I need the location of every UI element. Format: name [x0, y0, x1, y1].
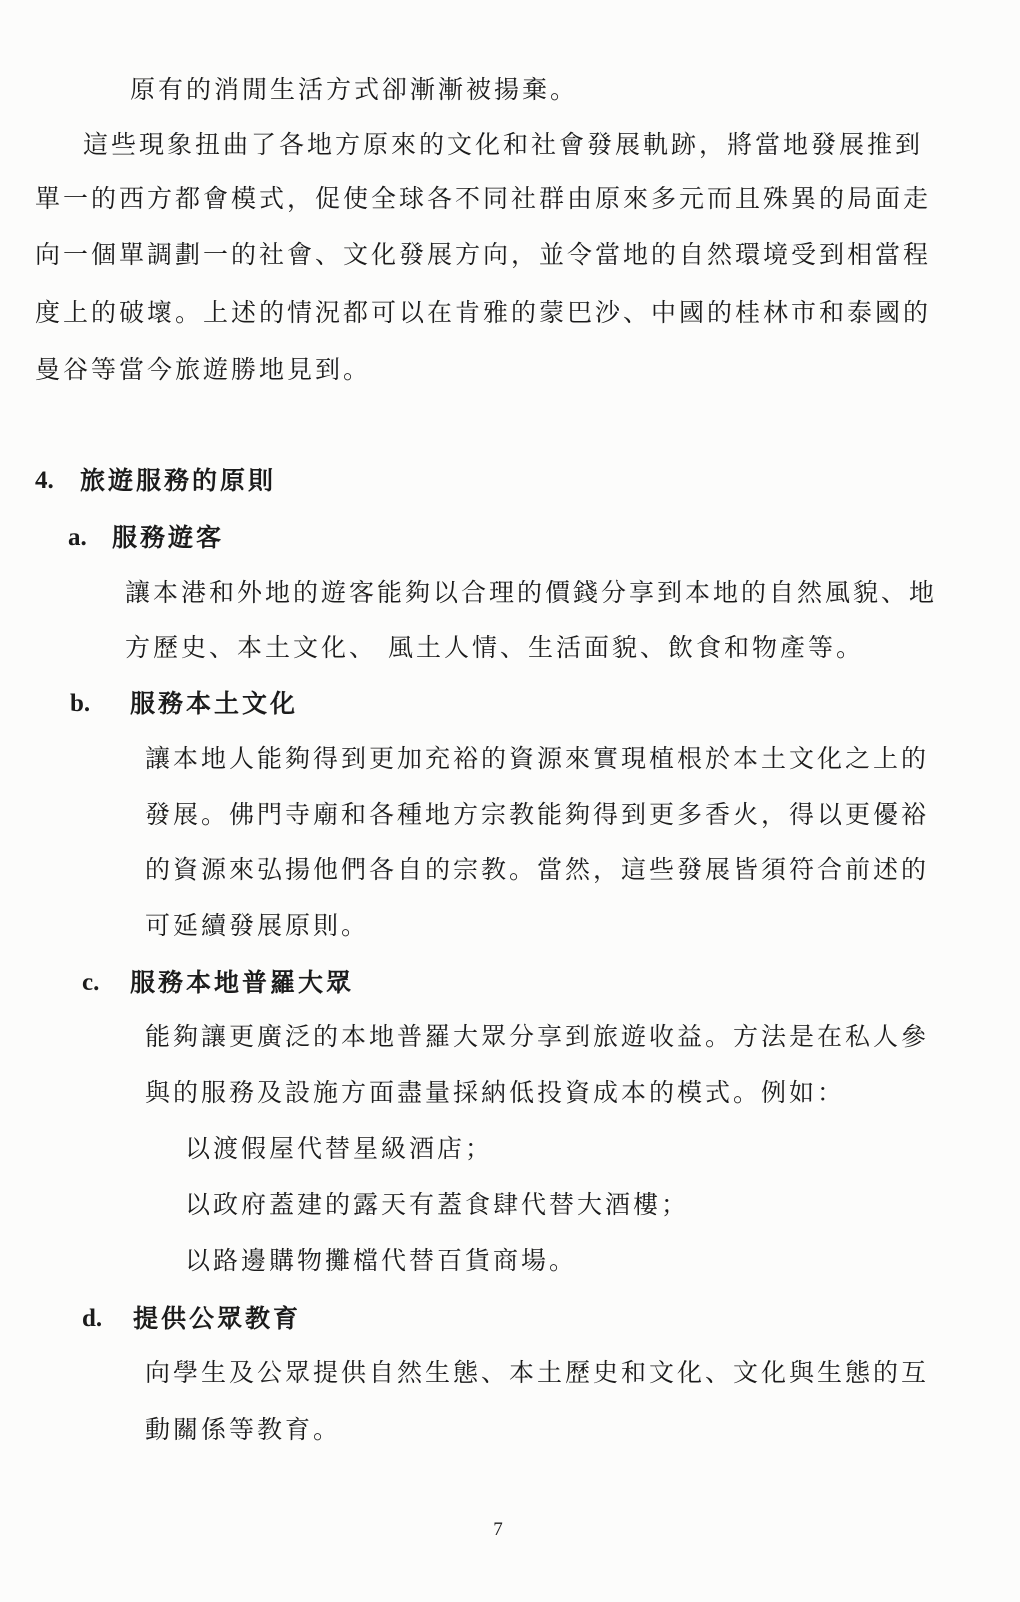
item-body-line: 發展。佛門寺廟和各種地方宗教能夠得到更多香火，得以更優裕 [145, 800, 930, 829]
item-body-line: 能夠讓更廣泛的本地普羅大眾分享到旅遊收益。方法是在私人參 [145, 1022, 930, 1051]
item-title: 提供公眾教育 [133, 1304, 302, 1333]
item-letter: b. [70, 690, 91, 717]
example-line: 以政府蓋建的露天有蓋食肆代替大酒樓； [185, 1190, 690, 1219]
example-line: 以路邊購物攤檔代替百貨商場。 [185, 1246, 578, 1275]
paragraph-line: 曼谷等當今旅遊勝地見到。 [35, 355, 372, 384]
section-number: 4. [35, 467, 54, 494]
item-body-line: 讓本地人能夠得到更加充裕的資源來實現植根於本土文化之上的 [145, 744, 930, 773]
section-title: 旅遊服務的原則 [80, 466, 277, 495]
item-body-line: 的資源來弘揚他們各自的宗教。當然，這些發展皆須符合前述的 [145, 855, 930, 884]
item-letter: a. [68, 524, 87, 551]
paragraph-line: 向一個單調劃一的社會、文化發展方向，並令當地的自然環境受到相當程 [35, 240, 932, 269]
item-body-line: 可延續發展原則。 [145, 911, 370, 940]
item-body-line: 讓本港和外地的遊客能夠以合理的價錢分享到本地的自然風貌、地 [125, 578, 938, 607]
item-letter: c. [82, 969, 100, 996]
paragraph-line: 單一的西方都會模式，促使全球各不同社群由原來多元而且殊異的局面走 [35, 184, 932, 213]
paragraph-line: 度上的破壞。上述的情況都可以在肯雅的蒙巴沙、中國的桂林市和泰國的 [35, 298, 932, 327]
item-body-line: 向學生及公眾提供自然生態、本土歷史和文化、文化與生態的互 [145, 1358, 930, 1387]
intro-line: 原有的消閒生活方式卻漸漸被揚棄。 [130, 75, 579, 104]
item-body-line: 與的服務及設施方面盡量採納低投資成本的模式。例如： [145, 1078, 846, 1107]
item-title: 服務遊客 [112, 523, 225, 552]
item-letter: d. [82, 1305, 103, 1332]
item-title: 服務本地普羅大眾 [130, 968, 355, 997]
example-line: 以渡假屋代替星級酒店； [185, 1134, 494, 1163]
item-body-line: 動關係等教育。 [145, 1415, 342, 1444]
paragraph-line: 這些現象扭曲了各地方原來的文化和社會發展軌跡，將當地發展推到 [83, 130, 924, 159]
item-body-line: 方歷史、本土文化、 風土人情、生活面貌、飲食和物產等。 [125, 633, 864, 662]
page-number: 7 [493, 1519, 503, 1540]
item-title: 服務本土文化 [130, 689, 299, 718]
